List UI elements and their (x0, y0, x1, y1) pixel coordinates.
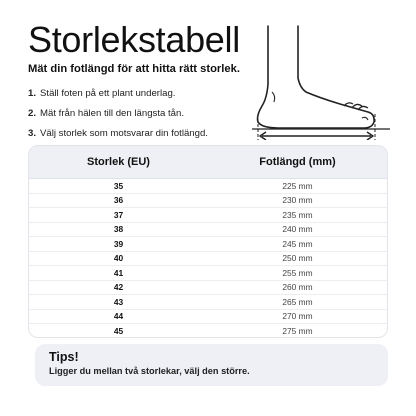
table-row (29, 295, 387, 310)
step-text: Mät från hälen till den längsta tån. (40, 108, 184, 119)
table-row (29, 208, 387, 223)
size-cell: 37 (113, 209, 124, 220)
table-row (29, 223, 387, 238)
size-cell: 40 (113, 253, 124, 264)
table-row (29, 281, 387, 296)
column-header-size: Storlek (EU) (87, 156, 150, 168)
length-cell: 260 mm (282, 282, 313, 293)
size-cell: 36 (113, 195, 124, 206)
page-title: Storlekstabell (28, 19, 240, 60)
length-cell: 240 mm (282, 224, 313, 235)
table-row (29, 194, 387, 209)
size-cell: 38 (113, 224, 124, 235)
table-body (29, 179, 387, 338)
tips-box (35, 344, 388, 386)
length-cell: 245 mm (282, 238, 313, 249)
table-row (29, 324, 387, 338)
step-text: Välj storlek som motsvarar din fotlängd. (40, 128, 208, 139)
tips-title: Tips! (49, 350, 79, 364)
table-row (29, 237, 387, 252)
length-cell: 230 mm (282, 195, 313, 206)
step-number: 1. (28, 88, 37, 99)
step-number: 3. (28, 128, 37, 139)
size-cell: 43 (113, 296, 124, 307)
step-item (28, 84, 208, 104)
size-cell: 45 (113, 326, 124, 337)
table-row (29, 266, 387, 281)
size-cell: 44 (113, 311, 124, 322)
size-cell: 41 (113, 267, 124, 278)
table-row (29, 310, 387, 325)
step-number: 2. (28, 108, 37, 119)
foot-measure-icon (248, 22, 394, 140)
length-cell: 225 mm (282, 180, 313, 191)
instruction-steps (28, 84, 208, 144)
length-cell: 265 mm (282, 296, 313, 307)
size-cell: 42 (113, 282, 124, 293)
length-cell: 250 mm (282, 253, 313, 264)
length-cell: 235 mm (282, 209, 313, 220)
tips-text: Ligger du mellan två storlekar, välj den större. (49, 366, 250, 376)
table-row (29, 179, 387, 194)
size-cell: 39 (113, 238, 124, 249)
step-item (28, 104, 208, 124)
length-cell: 275 mm (282, 326, 313, 337)
size-table (28, 145, 388, 338)
size-cell: 35 (113, 180, 124, 191)
length-cell: 270 mm (282, 311, 313, 322)
page-subtitle: Mät din fotlängd för att hitta rätt storlek. (28, 63, 240, 75)
column-header-length: Fotlängd (mm) (259, 156, 336, 168)
step-text: Ställ foten på ett plant underlag. (40, 88, 176, 99)
step-item (28, 124, 208, 144)
length-cell: 255 mm (282, 267, 313, 278)
table-row (29, 252, 387, 267)
table-header (29, 146, 387, 179)
